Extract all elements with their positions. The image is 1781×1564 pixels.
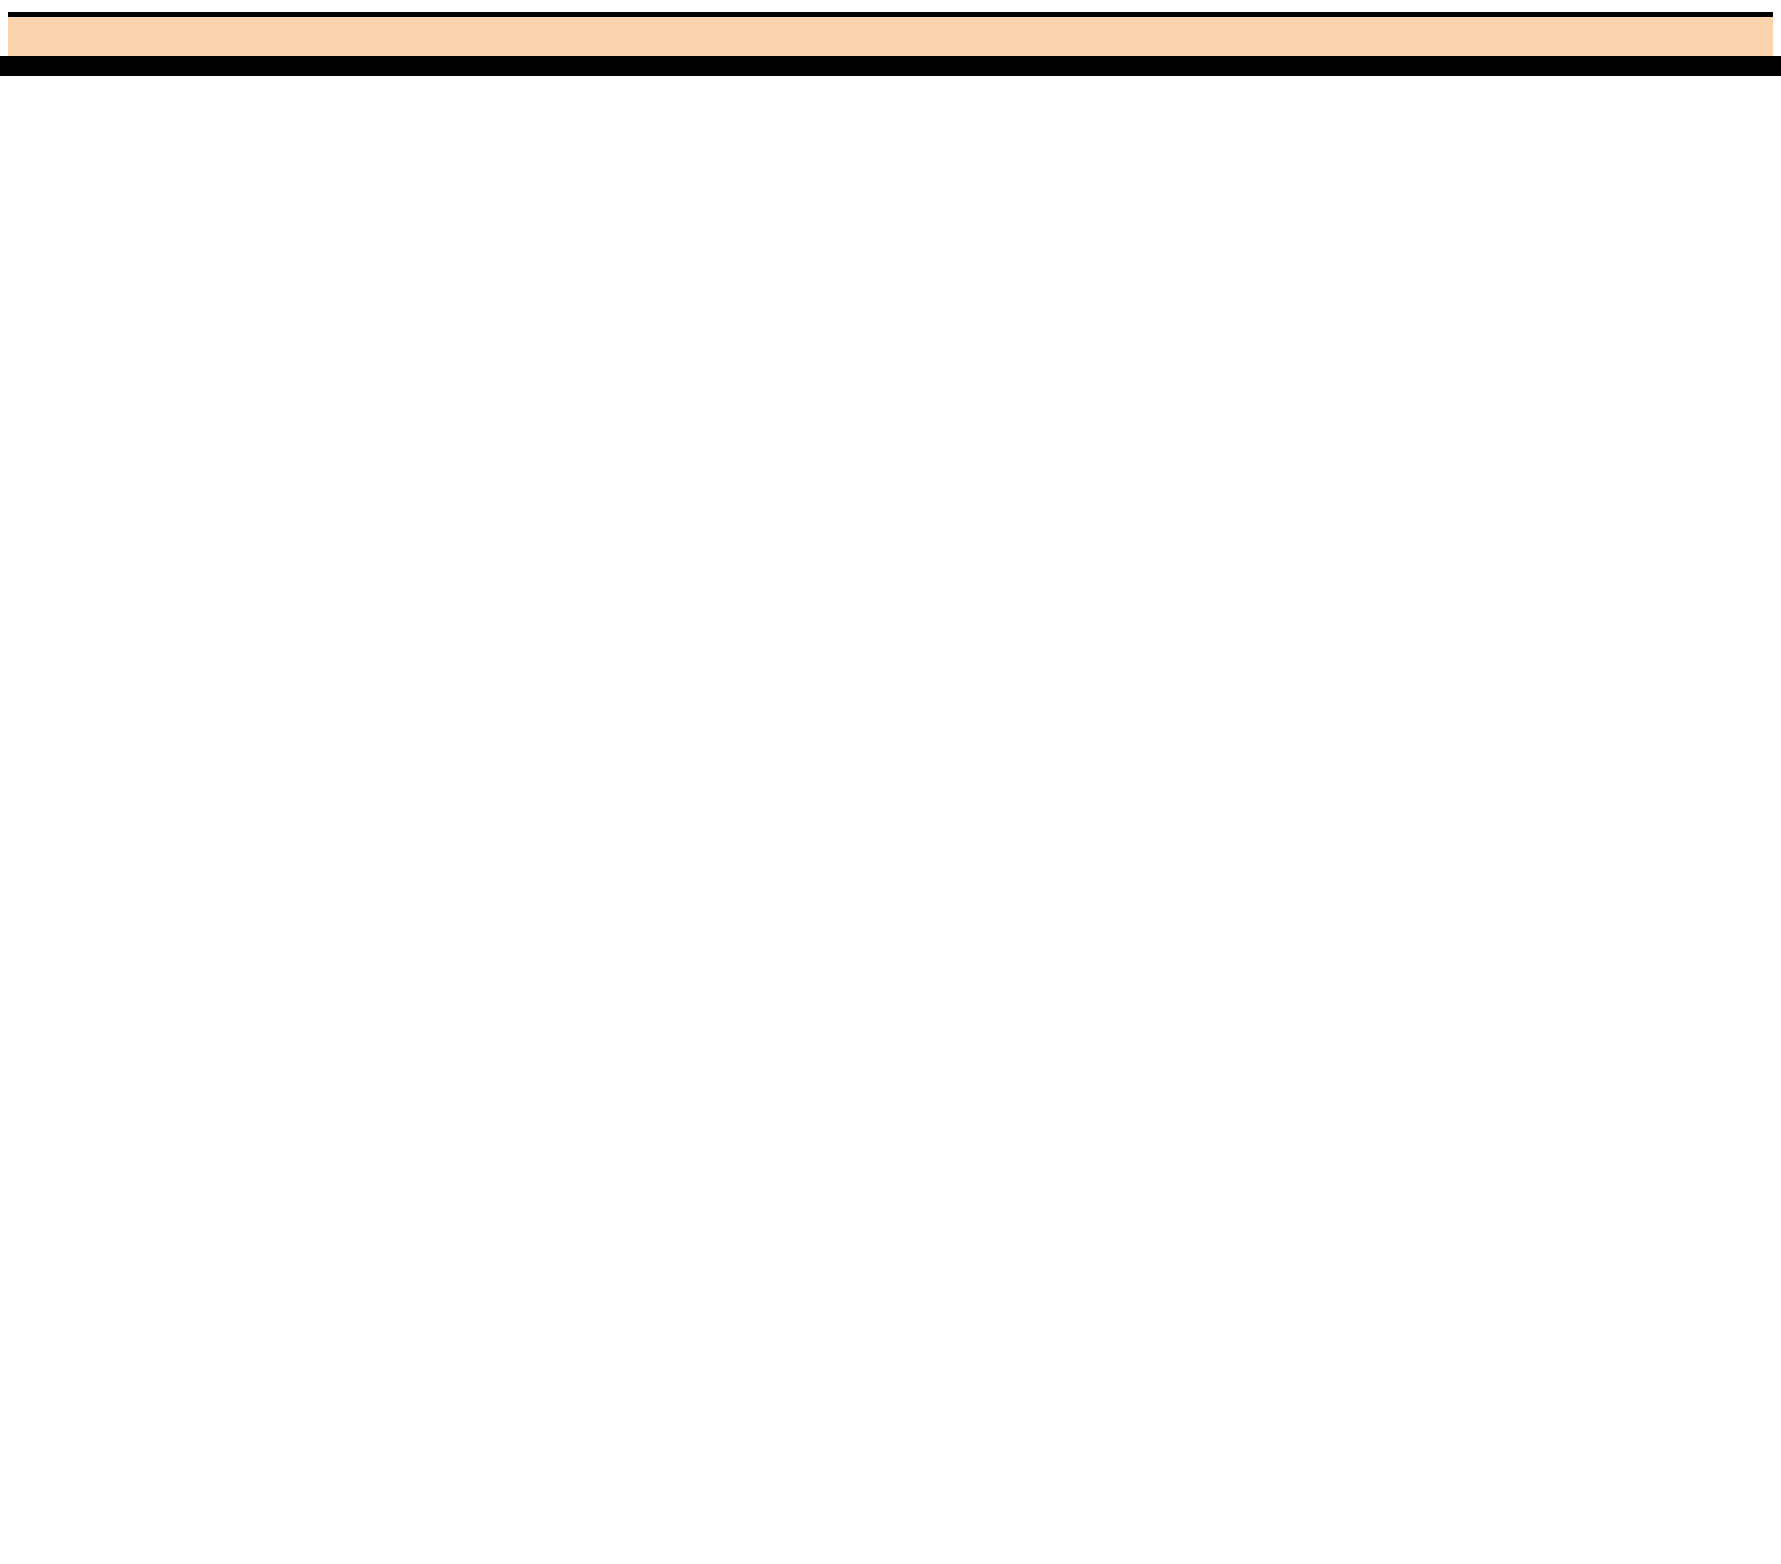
timetable-title-bar [8, 12, 1773, 56]
table-header-row [0, 56, 1781, 76]
header-lecturer [1104, 56, 1347, 76]
header-hours [60, 56, 200, 76]
header-day [8, 56, 52, 76]
header-section-a [200, 56, 650, 76]
timetable-grid [0, 76, 1781, 1564]
header-assistant [1352, 56, 1772, 76]
header-section-b [655, 56, 1100, 76]
